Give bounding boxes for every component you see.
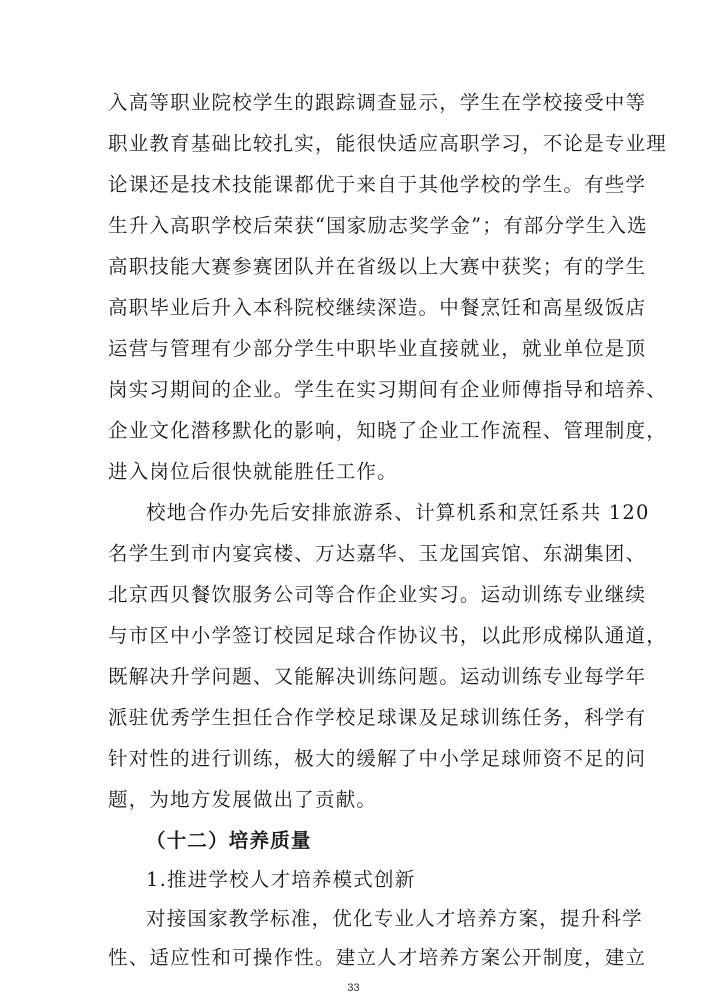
paragraph-1-line-6: 高职毕业后升入本科院校继续深造。中餐烹饪和高星级饭店 <box>108 296 647 319</box>
paragraph-1-line-4: 生升入高职学校后荣获“国家励志奖学金”；有部分学生入选 <box>108 214 648 237</box>
paragraph-3-line-2: 性、适应性和可操作性。建立人才培养方案公开制度，建立 <box>108 946 647 969</box>
paragraph-2-line-1: 校地合作办先后安排旅游系、计算机系和烹饪系共 120 <box>146 501 650 524</box>
paragraph-1-line-1: 入高等职业院校学生的跟踪调查显示，学生在学校接受中等 <box>108 91 647 114</box>
paragraph-1-line-8: 岗实习期间的企业。学生在实习期间有企业师傅指导和培养、 <box>108 378 667 401</box>
paragraph-2-line-2: 名学生到市内宴宾楼、万达嘉华、玉龙国宾馆、东湖集团、 <box>108 542 647 565</box>
page-number: 33 <box>347 982 360 994</box>
paragraph-1-line-2: 职业教育基础比较扎实，能很快适应高职学习，不论是专业理 <box>108 132 667 155</box>
paragraph-3-line-1: 对接国家教学标准，优化专业人才培养方案，提升科学 <box>146 907 643 930</box>
paragraph-2-line-3: 北京西贝餐饮服务公司等合作企业实习。运动训练专业继续 <box>108 583 647 606</box>
paragraph-2-line-7: 针对性的进行训练，极大的缓解了中小学足球师资不足的问 <box>108 747 647 770</box>
paragraph-2-line-5: 既解决升学问题、又能解决训练问题。运动训练专业每学年 <box>108 665 647 688</box>
paragraph-1-line-7: 运营与管理有少部分学生中职毕业直接就业，就业单位是顶 <box>108 337 647 360</box>
paragraph-1-line-9: 企业文化潜移默化的影响，知晓了企业工作流程、管理制度， <box>108 419 667 442</box>
subsection-heading: 1.推进学校人才培养模式创新 <box>146 868 416 891</box>
paragraph-1-line-10: 进入岗位后很快就能胜任工作。 <box>108 460 398 483</box>
section-heading: （十二）培养质量 <box>146 829 312 852</box>
paragraph-1-line-5: 高职技能大赛参赛团队并在省级以上大赛中获奖；有的学生 <box>108 255 647 278</box>
paragraph-2-line-8: 题，为地方发展做出了贡献。 <box>108 788 378 811</box>
paragraph-2-line-6: 派驻优秀学生担任合作学校足球课及足球训练任务，科学有 <box>108 706 647 729</box>
paragraph-1-line-3: 论课还是技术技能课都优于来自于其他学校的学生。有些学 <box>108 173 647 196</box>
paragraph-2-line-4: 与市区中小学签订校园足球合作协议书，以此形成梯队通道， <box>108 624 667 647</box>
